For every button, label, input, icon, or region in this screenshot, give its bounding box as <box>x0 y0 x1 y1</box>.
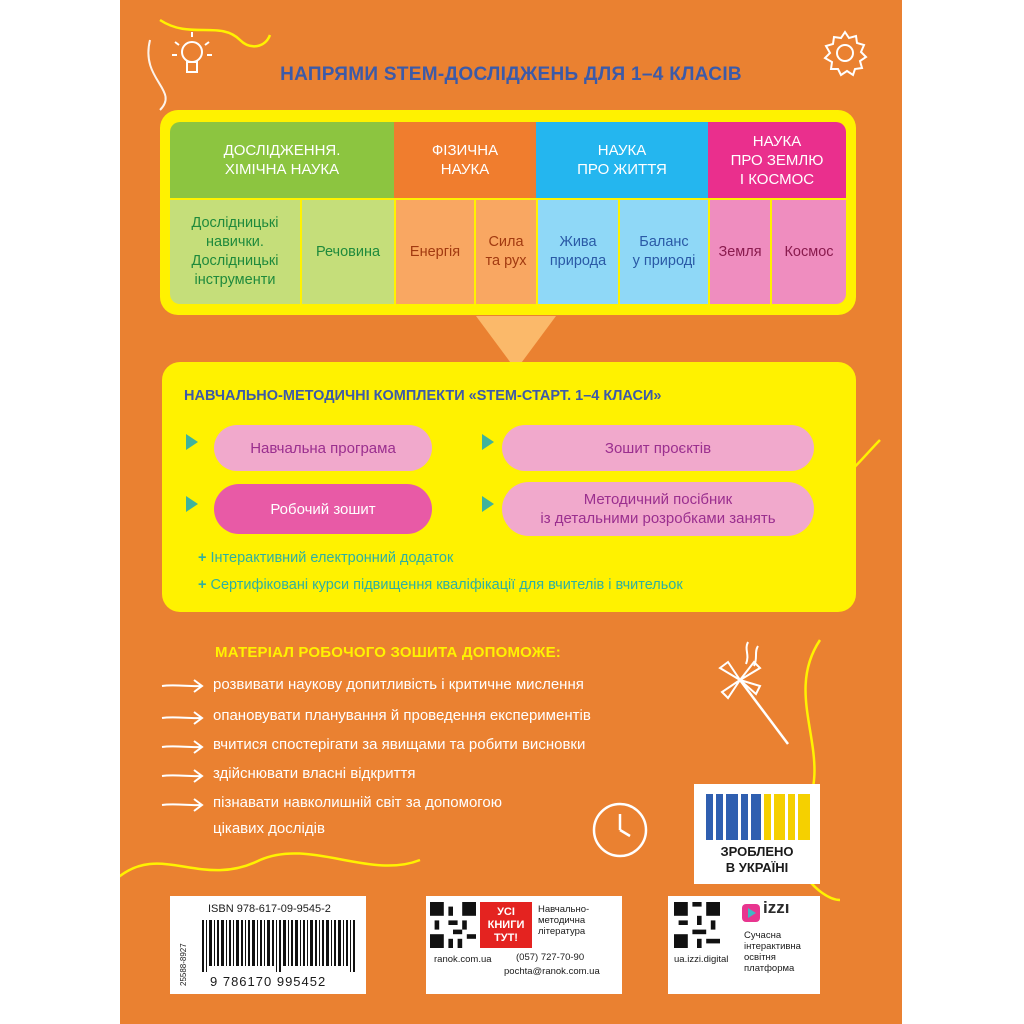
isbn-box <box>170 896 366 994</box>
kit-item-projects: Зошит проєктів <box>502 425 814 471</box>
arrow-right-icon <box>160 795 206 815</box>
kit-title: НАВЧАЛЬНО-МЕТОДИЧНІ КОМПЛЕКТИ «STEM-СТАРТ. 1–4 КЛАСИ» <box>184 388 662 404</box>
material-item: пізнавати навколишній світ за допомогою цікавих дослідів <box>213 794 503 837</box>
kit-item-program: Навчальна програма <box>214 425 432 471</box>
kit-item-manual: Методичний посібник із детальними розробками занять <box>502 482 814 536</box>
material-item: опановувати планування й проведення експериментів <box>213 707 591 724</box>
windmill-icon <box>710 640 800 750</box>
material-item: вчитися спостерігати за явищами та робити висновки <box>213 736 586 753</box>
cell-earth: Земля <box>710 200 770 304</box>
badge-stripe <box>798 794 810 840</box>
cell-living-nature: Жива природа <box>538 200 618 304</box>
badge-text: ЗРОБЛЕНО В УКРАЇНІ <box>720 844 794 875</box>
clock-icon <box>590 800 650 860</box>
book-back-cover <box>120 0 902 1024</box>
izzi-logo-text: izzı <box>763 898 790 917</box>
cell-space: Космос <box>772 200 846 304</box>
qr-code-icon <box>674 902 720 948</box>
cell-force-motion: Сила та рух <box>476 200 536 304</box>
arrow-right-icon <box>160 676 206 696</box>
qr-code-icon <box>430 902 476 948</box>
izzi-logo-icon <box>742 904 760 922</box>
cell-matter: Речовина <box>302 200 394 304</box>
cell-balance-nature: Баланс у природі <box>620 200 708 304</box>
bullet-triangle-icon <box>482 434 494 450</box>
isbn-digits: 9 786170 995452 <box>210 974 327 989</box>
isbn-label: ISBN 978-617-09-9545-2 <box>208 903 331 915</box>
badge-stripe <box>741 794 748 840</box>
header-earth-space: НАУКА ПРО ЗЕМЛЮ І КОСМОС <box>708 122 846 198</box>
arrow-right-icon <box>160 766 206 786</box>
badge-stripe <box>788 794 795 840</box>
badge-stripe <box>726 794 738 840</box>
badge-stripe <box>751 794 761 840</box>
cell-research-skills: Дослідницькі навички. Дослідницькі інструменти <box>170 200 300 304</box>
material-item: розвивати наукову допитливість і критичне мислення <box>213 676 584 693</box>
barcode-icon <box>200 920 360 972</box>
header-physics: ФІЗИЧНА НАУКА <box>394 122 536 198</box>
kit-extra-interactive: + Інтерактивний електронний додаток <box>198 550 454 566</box>
material-item: здійснювати власні відкриття <box>213 765 416 782</box>
material-title: МАТЕРІАЛ РОБОЧОГО ЗОШИТА ДОПОМОЖЕ: <box>215 644 561 661</box>
izzi-site: ua.izzi.digital <box>674 954 729 965</box>
izzi-box <box>668 896 820 994</box>
ranok-site: ranok.com.ua <box>434 954 492 965</box>
stem-directions-table <box>160 110 856 315</box>
page-title: НАПРЯМИ STEM-ДОСЛІДЖЕНЬ ДЛЯ 1–4 КЛАСІВ <box>280 64 742 85</box>
kit-item-workbook: Робочий зошит <box>214 484 432 534</box>
arrow-right-icon <box>160 708 206 728</box>
ranok-category: Навчально- методична література <box>538 904 590 937</box>
ranok-phone: (057) 727-70-90 <box>516 952 585 963</box>
arrow-right-icon <box>160 737 206 757</box>
badge-stripe <box>774 794 784 840</box>
header-chemistry: ДОСЛІДЖЕННЯ. ХІМІЧНА НАУКА <box>170 122 394 198</box>
badge-stripes <box>706 794 810 840</box>
ranok-slogan: УСІ КНИГИ ТУТ! <box>480 902 532 948</box>
cell-energy: Енергія <box>396 200 474 304</box>
header-life-science: НАУКА ПРО ЖИТТЯ <box>536 122 708 198</box>
kit-box <box>162 362 856 612</box>
ranok-box <box>426 896 622 994</box>
bullet-triangle-icon <box>186 434 198 450</box>
made-in-ukraine-badge <box>694 784 820 884</box>
bullet-triangle-icon <box>482 496 494 512</box>
isbn-side-code: 25588-8927 <box>179 943 188 986</box>
kit-extra-courses: + Сертифіковані курси підвищення кваліфікації для вчителів і вчительок <box>198 577 683 593</box>
ranok-email: pochta@ranok.com.ua <box>504 966 600 977</box>
badge-stripe <box>716 794 723 840</box>
badge-stripe <box>764 794 771 840</box>
badge-stripe <box>706 794 713 840</box>
bullet-triangle-icon <box>186 496 198 512</box>
izzi-desc: Сучасна інтерактивна освітня платформа <box>744 930 801 974</box>
